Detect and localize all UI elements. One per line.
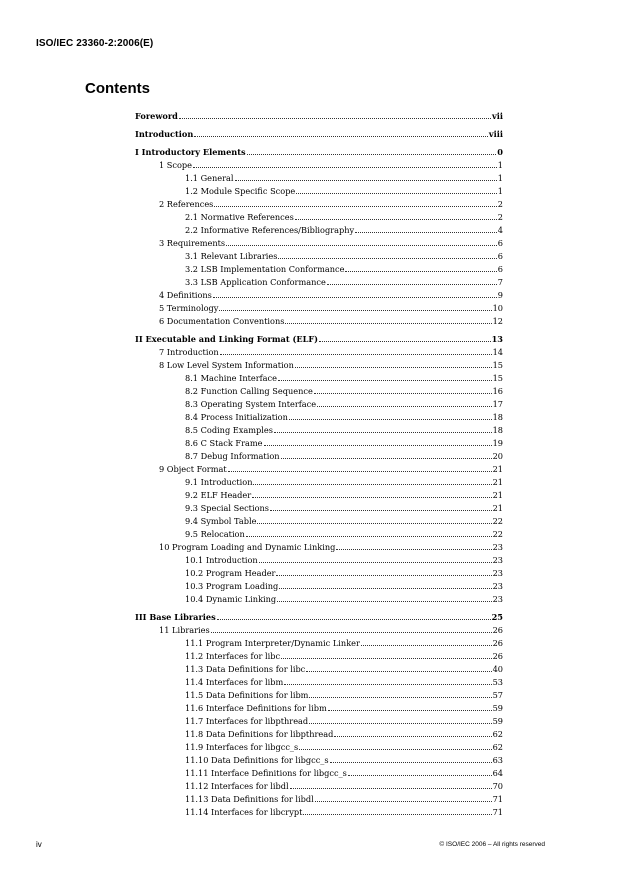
toc-dot-leader [264,444,492,446]
toc-entry-page: 23 [492,542,503,552]
toc-entry-label: 8.7 Debug Information [185,451,280,461]
toc-entry-page: 64 [492,768,503,778]
toc-entry[interactable] [135,661,503,674]
toc-entry-label: 3 Requirements [159,238,226,248]
toc-entry-label: 8.5 Coding Examples [185,425,273,435]
toc-dot-leader [281,657,492,659]
toc-entry[interactable] [135,513,503,526]
toc-dot-leader [278,379,492,381]
toc-dot-leader [211,631,492,633]
toc-entry-page: 23 [492,581,503,591]
toc-entry[interactable] [135,565,503,578]
toc-entry[interactable] [135,235,503,248]
toc-entry-page: 21 [492,503,503,513]
toc-entry[interactable] [135,461,503,474]
toc-dot-leader [285,322,491,324]
toc-entry[interactable] [135,357,503,370]
toc-dot-leader [277,600,491,602]
toc-entry[interactable] [135,344,503,357]
toc-entry-label: 11.5 Data Definitions for libm [185,690,309,700]
document-id: ISO/IEC 23360-2:2006(E) [36,38,154,49]
toc-dot-leader [247,153,497,155]
toc-entry-page: 71 [492,794,503,804]
toc-entry-page: viii [488,129,503,139]
toc-entry-page: 23 [492,568,503,578]
toc-entry-label: 1 Scope [159,160,193,170]
toc-entry-page: 22 [492,529,503,539]
toc-entry[interactable] [135,261,503,274]
toc-entry-page: 20 [492,451,503,461]
toc-entry[interactable] [135,622,503,635]
toc-entry-label: 8.6 C Stack Frame [185,438,263,448]
toc-entry-page: 1 [497,186,503,196]
toc-dot-leader [345,270,496,272]
toc-entry-page: 59 [492,716,503,726]
toc-dot-leader [219,309,491,311]
toc-entry[interactable] [135,804,503,817]
toc-entry-label: 11.12 Interfaces for libdl [185,781,289,791]
toc-dot-leader [284,683,491,685]
toc-entry[interactable] [135,778,503,791]
toc-dot-leader [330,761,492,763]
copyright-notice: © ISO/IEC 2006 – All rights reserved [439,841,545,848]
toc-dot-leader [194,135,488,137]
toc-entry-label: 11.7 Interfaces for libpthread [185,716,309,726]
toc-entry[interactable] [135,422,503,435]
toc-entry-page: 26 [492,638,503,648]
toc-entry-label: Foreword [135,111,178,121]
toc-entry-page: 71 [492,807,503,817]
toc-entry-page: 15 [492,373,503,383]
toc-entry-page: 2 [497,199,503,209]
toc-dot-leader [253,483,491,485]
toc-dot-leader [295,218,497,220]
toc-entry[interactable] [135,474,503,487]
toc-entry[interactable] [135,326,503,344]
toc-dot-leader [319,340,491,342]
toc-entry-page: 63 [492,755,503,765]
toc-entry-page: 1 [497,173,503,183]
toc-entry[interactable] [135,435,503,448]
toc-entry[interactable] [135,687,503,700]
toc-entry-page: 70 [492,781,503,791]
toc-entry-label: 8.1 Machine Interface [185,373,277,383]
toc-entry-label: 10 Program Loading and Dynamic Linking [159,542,336,552]
toc-dot-leader [309,722,491,724]
toc-entry[interactable] [135,739,503,752]
toc-entry-page: vii [492,111,503,121]
toc-dot-leader [299,748,491,750]
toc-entry-label: III Base Libraries [135,612,216,622]
toc-entry-label: 11.6 Interface Definitions for libm [185,703,327,713]
toc-entry-label: 8.3 Operating System Interface [185,399,317,409]
toc-entry-label: 10.2 Program Header [185,568,276,578]
toc-dot-leader [252,496,491,498]
toc-entry[interactable] [135,157,503,170]
toc-entry-label: 3.2 LSB Implementation Conformance [185,264,345,274]
toc-dot-leader [278,257,496,259]
toc-dot-leader [289,418,492,420]
toc-entry-page: 13 [491,334,503,344]
toc-entry[interactable] [135,209,503,222]
toc-entry[interactable] [135,183,503,196]
toc-entry[interactable] [135,300,503,313]
toc-entry-label: 3.1 Relevant Libraries [185,251,278,261]
toc-entry-label: 11.13 Data Definitions for libdl [185,794,314,804]
toc-entry[interactable] [135,713,503,726]
toc-entry-page: 9 [497,290,503,300]
toc-entry-label: 3.3 LSB Application Conformance [185,277,326,287]
toc-entry-page: 2 [497,212,503,222]
toc-dot-leader [226,244,497,246]
toc-dot-leader [179,117,491,119]
toc-entry-page: 59 [492,703,503,713]
toc-entry-page: 26 [492,625,503,635]
toc-entry[interactable] [135,222,503,235]
toc-entry[interactable] [135,248,503,261]
toc-dot-leader [303,813,491,815]
toc-dot-leader [290,787,492,789]
toc-entry[interactable] [135,552,503,565]
toc-entry-page: 15 [492,360,503,370]
toc-entry-page: 62 [492,729,503,739]
toc-entry-label: 1.2 Module Specific Scope [185,186,296,196]
toc-entry-page: 21 [492,490,503,500]
toc-dot-leader [336,548,491,550]
toc-entry-label: 11 Libraries [159,625,210,635]
toc-entry-label: 5 Terminology [159,303,219,313]
toc-entry[interactable] [135,700,503,713]
toc-entry-label: 2.1 Normative References [185,212,294,222]
toc-entry-page: 7 [497,277,503,287]
toc-entry-label: 1.1 General [185,173,234,183]
contents-title: Contents [85,80,150,97]
toc-entry[interactable] [135,103,503,121]
toc-dot-leader [276,574,491,576]
toc-dot-leader [213,296,497,298]
toc-entry-page: 1 [497,160,503,170]
toc-entry-label: 9 Object Format [159,464,227,474]
toc-entry-page: 53 [492,677,503,687]
toc-dot-leader [317,405,491,407]
toc-dot-leader [274,431,492,433]
toc-dot-leader [281,457,492,459]
toc-entry-label: 11.4 Interfaces for libm [185,677,284,687]
toc-dot-leader [246,535,492,537]
toc-entry-page: 21 [492,464,503,474]
toc-entry-page: 18 [492,412,503,422]
toc-entry-label: Introduction [135,129,194,139]
toc-dot-leader [306,670,491,672]
toc-entry[interactable] [135,396,503,409]
toc-entry[interactable] [135,752,503,765]
toc-entry[interactable] [135,526,503,539]
toc-entry[interactable] [135,726,503,739]
toc-dot-leader [270,509,492,511]
toc-entry[interactable] [135,287,503,300]
toc-entry-page: 6 [497,251,503,261]
toc-entry-label: 7 Introduction [159,347,219,357]
toc-entry[interactable] [135,591,503,604]
toc-entry-label: 8 Low Level System Information [159,360,294,370]
toc-entry[interactable] [135,674,503,687]
toc-entry-label: 8.2 Function Calling Sequence [185,386,313,396]
toc-dot-leader [220,353,492,355]
toc-dot-leader [348,774,492,776]
toc-entry-label: I Introductory Elements [135,147,246,157]
page-number: iv [36,840,42,849]
toc-entry[interactable] [135,791,503,804]
toc-entry-label: 2.2 Informative References/Bibliography [185,225,355,235]
toc-dot-leader [355,231,497,233]
toc-entry-label: 11.8 Data Definitions for libpthread [185,729,334,739]
toc-entry[interactable] [135,196,503,209]
toc-dot-leader [315,800,492,802]
toc-entry-label: 11.1 Program Interpreter/Dynamic Linker [185,638,360,648]
toc-entry-label: 10.3 Program Loading [185,581,279,591]
toc-entry[interactable] [135,765,503,778]
toc-entry[interactable] [135,539,503,552]
toc-entry-page: 4 [497,225,503,235]
toc-dot-leader [296,192,497,194]
toc-entry-label: 6 Documentation Conventions [159,316,285,326]
toc-entry[interactable] [135,487,503,500]
toc-entry-label: 9.5 Relocation [185,529,245,539]
toc-entry[interactable] [135,274,503,287]
toc-entry-label: 10.1 Introduction [185,555,258,565]
toc-entry-label: 2 References [159,199,214,209]
toc-dot-leader [228,470,492,472]
table-of-contents [135,103,503,817]
toc-entry-label: 11.11 Interface Definitions for libgcc_s [185,768,347,778]
toc-dot-leader [279,587,491,589]
toc-entry[interactable] [135,313,503,326]
toc-dot-leader [334,735,491,737]
toc-dot-leader [361,644,492,646]
toc-entry-page: 10 [492,303,503,313]
toc-entry-page: 40 [492,664,503,674]
toc-entry-page: 23 [492,555,503,565]
toc-dot-leader [328,709,492,711]
toc-dot-leader [309,696,491,698]
toc-entry-label: 8.4 Process Initialization [185,412,288,422]
toc-entry[interactable] [135,604,503,622]
toc-entry-page: 6 [497,264,503,274]
toc-entry[interactable] [135,170,503,183]
toc-entry-page: 17 [492,399,503,409]
toc-entry-page: 12 [492,316,503,326]
toc-entry-label: 9.4 Symbol Table [185,516,257,526]
toc-entry-label: II Executable and Linking Format (ELF) [135,334,319,344]
toc-entry-label: 11.2 Interfaces for libc [185,651,281,661]
toc-entry[interactable] [135,648,503,661]
toc-entry-page: 62 [492,742,503,752]
toc-entry-label: 11.3 Data Definitions for libc [185,664,306,674]
toc-dot-leader [217,618,491,620]
toc-entry-page: 19 [492,438,503,448]
toc-dot-leader [214,205,496,207]
toc-entry[interactable] [135,370,503,383]
toc-entry-label: 9.2 ELF Header [185,490,252,500]
toc-entry-label: 11.10 Data Definitions for libgcc_s [185,755,329,765]
toc-entry-page: 21 [492,477,503,487]
toc-dot-leader [314,392,492,394]
toc-entry-label: 10.4 Dynamic Linking [185,594,277,604]
toc-entry-page: 6 [497,238,503,248]
toc-dot-leader [257,522,491,524]
toc-entry-page: 22 [492,516,503,526]
toc-entry-page: 18 [492,425,503,435]
toc-entry-label: 11.9 Interfaces for libgcc_s [185,742,299,752]
toc-entry-page: 16 [492,386,503,396]
toc-entry[interactable] [135,578,503,591]
toc-dot-leader [235,179,497,181]
toc-entry-page: 57 [492,690,503,700]
toc-entry[interactable] [135,635,503,648]
toc-entry-label: 11.14 Interfaces for libcrypt [185,807,303,817]
toc-dot-leader [193,166,497,168]
toc-entry[interactable] [135,500,503,513]
toc-entry[interactable] [135,383,503,396]
toc-entry[interactable] [135,409,503,422]
toc-dot-leader [295,366,492,368]
toc-entry-page: 0 [497,147,503,157]
toc-entry-page: 14 [492,347,503,357]
toc-entry[interactable] [135,448,503,461]
toc-entry[interactable] [135,139,503,157]
toc-entry-label: 9.1 Introduction [185,477,253,487]
toc-dot-leader [259,561,492,563]
toc-entry-page: 23 [492,594,503,604]
toc-entry-page: 25 [491,612,503,622]
toc-entry-page: 26 [492,651,503,661]
toc-dot-leader [327,283,497,285]
toc-entry-label: 4 Definitions [159,290,212,300]
toc-entry-label: 9.3 Special Sections [185,503,269,513]
toc-entry[interactable] [135,121,503,139]
